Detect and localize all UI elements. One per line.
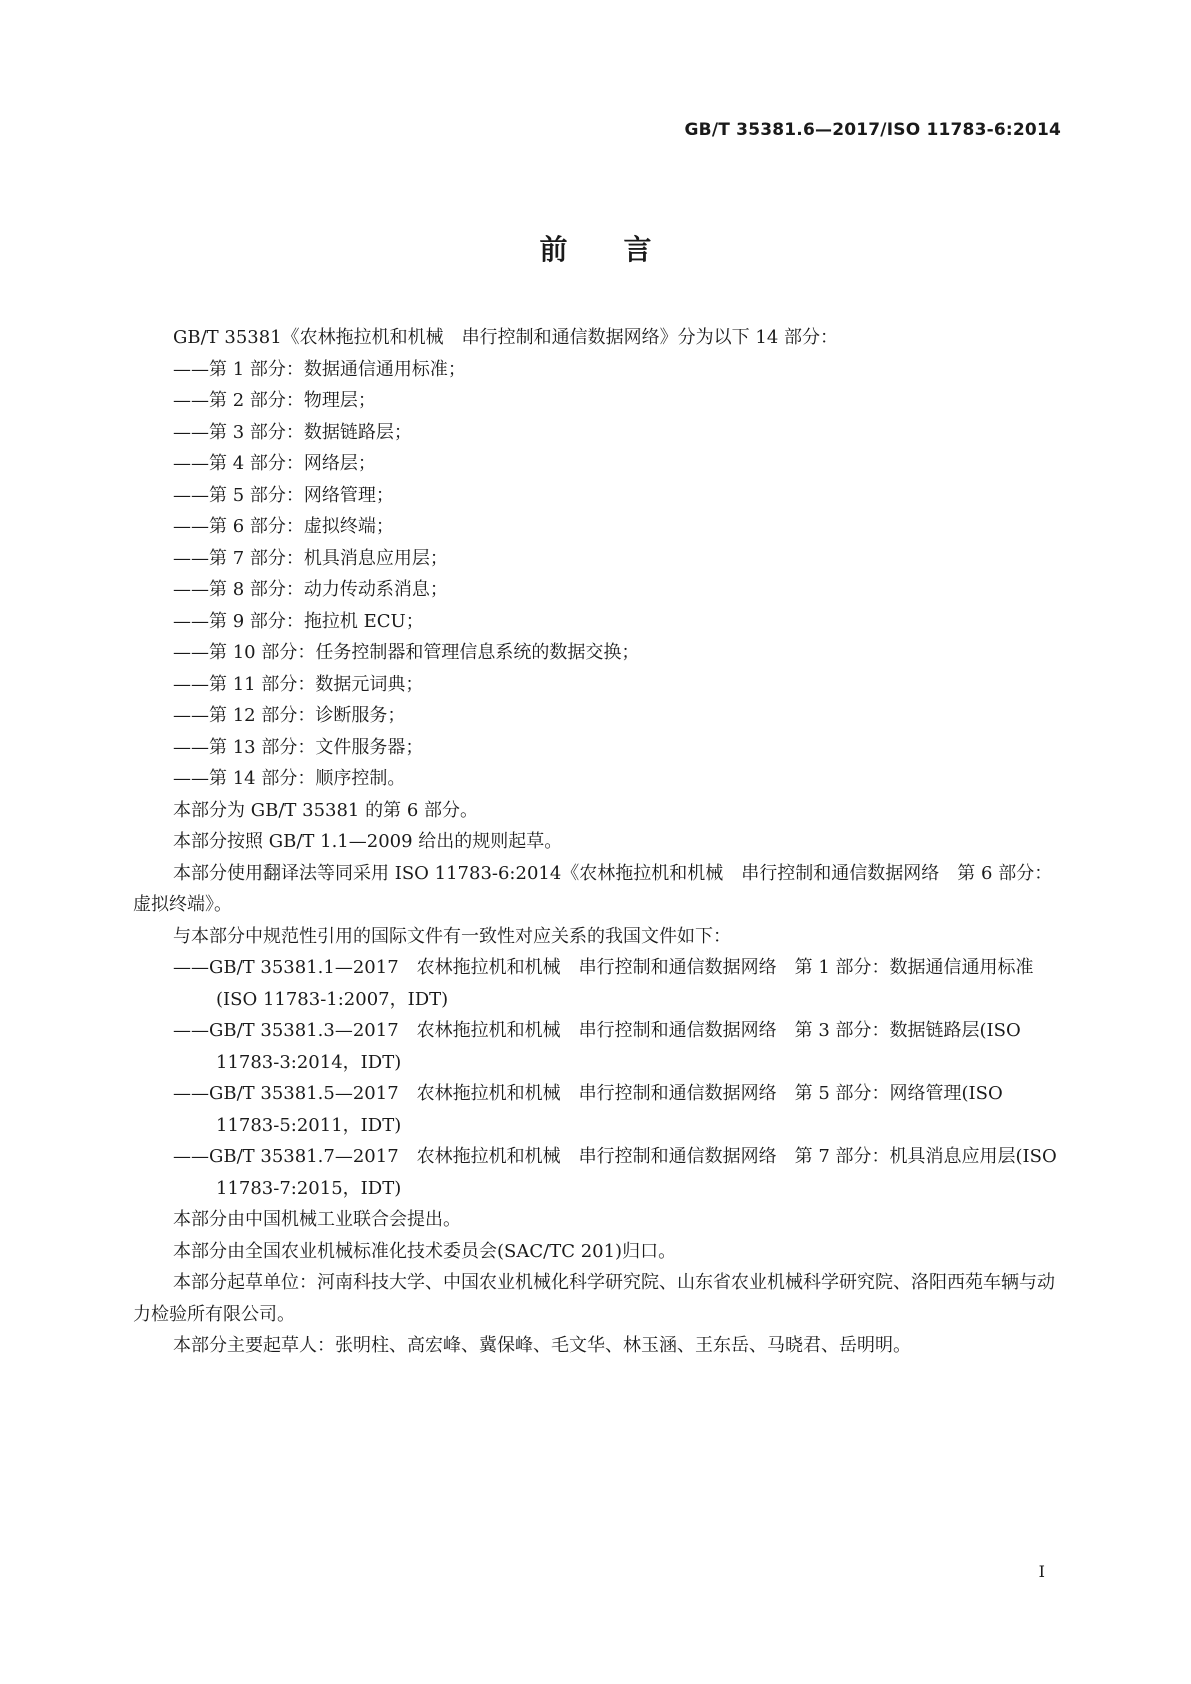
standard-code-header: GB/T 35381.6—2017/ISO 11783-6:2014 [684, 120, 1061, 140]
list-item: ——第 11 部分：数据元词典； [173, 673, 424, 695]
reference-item: ——GB/T 35381.1—2017 农林拖拉机和机械 串行控制和通信数据网络 第 1 部分：数据通信通用标准(ISO 11783-1:2007，IDT) [173, 957, 1034, 1010]
foreword-body [133, 322, 1063, 1362]
paragraph: 本部分按照 GB/T 1.1—2009 给出的规则起草。 [173, 831, 563, 852]
list-item: ——第 1 部分：数据通信通用标准； [173, 358, 466, 380]
paragraph: 本部分起草单位：河南科技大学、中国农业机械化科学研究院、山东省农业机械科学研究院、洛阳西苑车辆与动力检验所有限公司。 [133, 1272, 1055, 1325]
paragraph: 本部分为 GB/T 35381 的第 6 部分。 [173, 799, 478, 821]
list-item: ——第 12 部分：诊断服务； [173, 705, 406, 726]
parts-list [133, 354, 1063, 795]
list-item: ——第 13 部分：文件服务器； [173, 736, 424, 758]
reference-list [133, 952, 1063, 1204]
reference-item: ——GB/T 35381.5—2017 农林拖拉机和机械 串行控制和通信数据网络 第 5 部分：网络管理(ISO 11783-5:2011，IDT) [173, 1083, 1009, 1136]
page-title: 前言 [539, 233, 708, 266]
list-item: ——第 7 部分：机具消息应用层； [173, 547, 448, 569]
list-item: ——第 5 部分：网络管理； [173, 484, 394, 506]
intro-paragraph: GB/T 35381《农林拖拉机和机械 串行控制和通信数据网络》分为以下 14 部分： [173, 327, 839, 348]
list-item: ——第 10 部分：任务控制器和管理信息系统的数据交换； [173, 642, 640, 663]
paragraph: 本部分使用翻译法等同采用 ISO 11783-6:2014《农林拖拉机和机械 串行控制和通信数据网络 第 6 部分：虚拟终端》。 [133, 862, 1053, 915]
page-number: I [1038, 1562, 1045, 1581]
reference-item: ——GB/T 35381.3—2017 农林拖拉机和机械 串行控制和通信数据网络 第 3 部分：数据链路层(ISO 11783-3:2014，IDT) [173, 1020, 1027, 1073]
paragraph: 与本部分中规范性引用的国际文件有一致性对应关系的我国文件如下： [173, 925, 731, 947]
list-item: ——第 3 部分：数据链路层； [173, 421, 412, 443]
list-item: ——第 8 部分：动力传动系消息； [173, 579, 448, 600]
paragraph: 本部分由中国机械工业联合会提出。 [173, 1209, 461, 1230]
list-item: ——第 4 部分：网络层； [173, 453, 376, 474]
list-item: ——第 6 部分：虚拟终端； [173, 516, 394, 537]
reference-item: ——GB/T 35381.7—2017 农林拖拉机和机械 串行控制和通信数据网络 第 7 部分：机具消息应用层(ISO 11783-7:2015，IDT) [173, 1146, 1063, 1199]
list-item: ——第 14 部分：顺序控制。 [173, 768, 406, 789]
paragraph: 本部分由全国农业机械标准化技术委员会(SAC/TC 201)归口。 [173, 1240, 677, 1262]
list-item: ——第 9 部分：拖拉机 ECU； [173, 610, 424, 632]
list-item: ——第 2 部分：物理层； [173, 390, 376, 411]
paragraph: 本部分主要起草人：张明柱、高宏峰、冀保峰、毛文华、林玉涵、王东岳、马晓君、岳明明。 [173, 1335, 911, 1356]
